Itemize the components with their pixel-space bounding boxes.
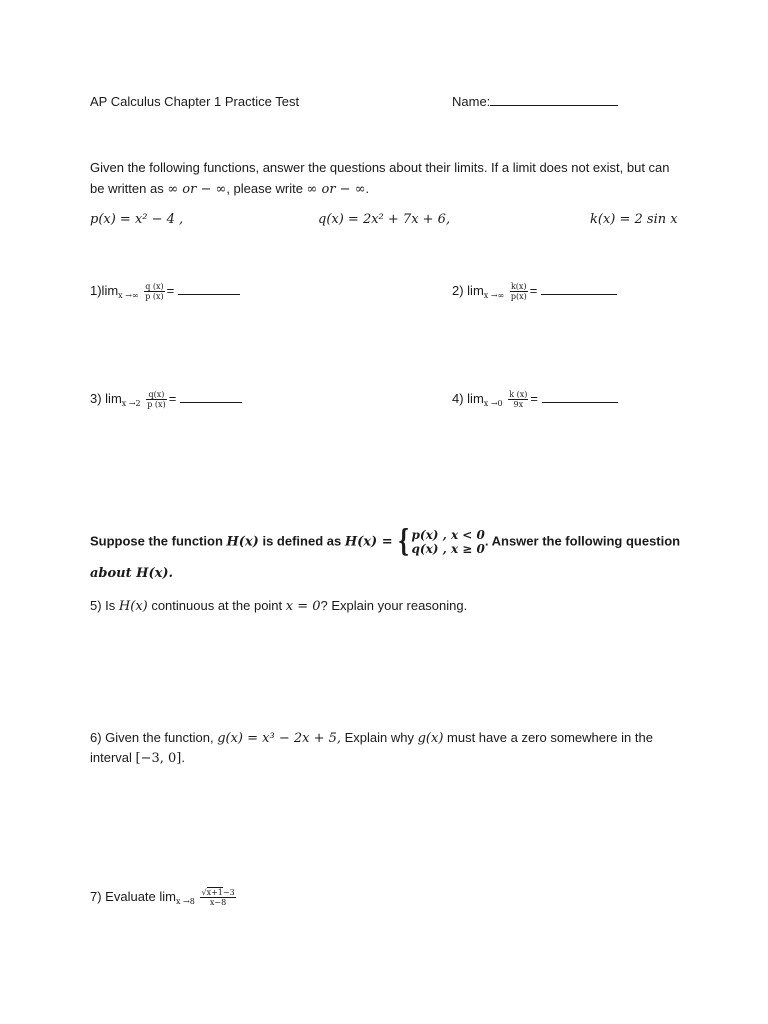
piecewise-statement: Suppose the function H(x) is defined as H(x) = { p(x) , x < 0 q(x) , x ≥ 0 . Answer the following question xyxy=(90,524,681,559)
piecewise-line-2: about H(x). xyxy=(90,566,174,581)
test-title: AP Calculus Chapter 1 Practice Test xyxy=(90,94,300,109)
q2-answer-blank[interactable] xyxy=(541,284,617,295)
name-field[interactable] xyxy=(452,94,618,109)
question-2: 2) $\lim_{x \to\infty}$ $\frac{k(x)}{p(x)}$ = xyxy=(452,282,617,301)
question-6: 6) Given the function, g(x) = x³ − 2x + 5, Explain why g(x) must have a zero somewhere in the xyxy=(90,730,653,746)
question-6-line-2: interval [−3, 0]. xyxy=(90,750,185,766)
question-1: $1)\lim_{x \to\infty}$ $\frac{q (x)}{p (x)}$ = xyxy=(90,282,240,301)
q4-fraction: $\frac{k (x)}{9x}$ xyxy=(509,390,528,409)
q7-fraction: $\frac{√x+1-3}{x-8}$ xyxy=(201,888,235,907)
name-blank[interactable] xyxy=(490,95,618,106)
name-label: Name: xyxy=(452,94,491,109)
question-4: 4) $\lim_{x \to 0}$ $\frac{k (x)}{9x}$ = xyxy=(452,390,618,409)
question-7: 7) Evaluate $\lim_{x \to 8}$ $\frac{√x+1-3}{x-8}$ xyxy=(90,888,235,907)
piecewise-brace: { xyxy=(398,524,410,559)
question-5: 5) Is H(x) continuous at the point x = 0? Explain your reasoning. xyxy=(90,598,468,614)
q4-answer-blank[interactable] xyxy=(542,392,618,403)
q3-fraction: $\frac{q(x)}{p (x)}$ xyxy=(147,390,166,409)
function-p: p(x) = x² − 4 , xyxy=(90,212,184,227)
q2-fraction: $\frac{k(x)}{p(x)}$ xyxy=(510,282,527,301)
function-k: k(x) = 2 sin x xyxy=(590,212,678,227)
intro-line-2: be written as ∞ or − ∞, please write ∞ or − ∞. xyxy=(90,181,370,197)
q1-answer-blank[interactable] xyxy=(178,284,240,295)
function-q: q(x) = 2x² + 7x + 6, xyxy=(318,212,451,227)
piecewise-cases: p(x) , x < 0 q(x) , x ≥ 0 xyxy=(411,528,485,556)
q1-fraction: $\frac{q (x)}{p (x)}$ xyxy=(145,282,164,301)
question-3: 3) $\lim_{x \to 2}$ $\frac{q(x)}{p (x)}$ = xyxy=(90,390,242,409)
q3-answer-blank[interactable] xyxy=(180,392,242,403)
sqrt-sign: √ xyxy=(201,888,207,897)
intro-line-1: Given the following functions, answer the questions about their limits. If a limit does not exist, but can xyxy=(90,160,670,175)
